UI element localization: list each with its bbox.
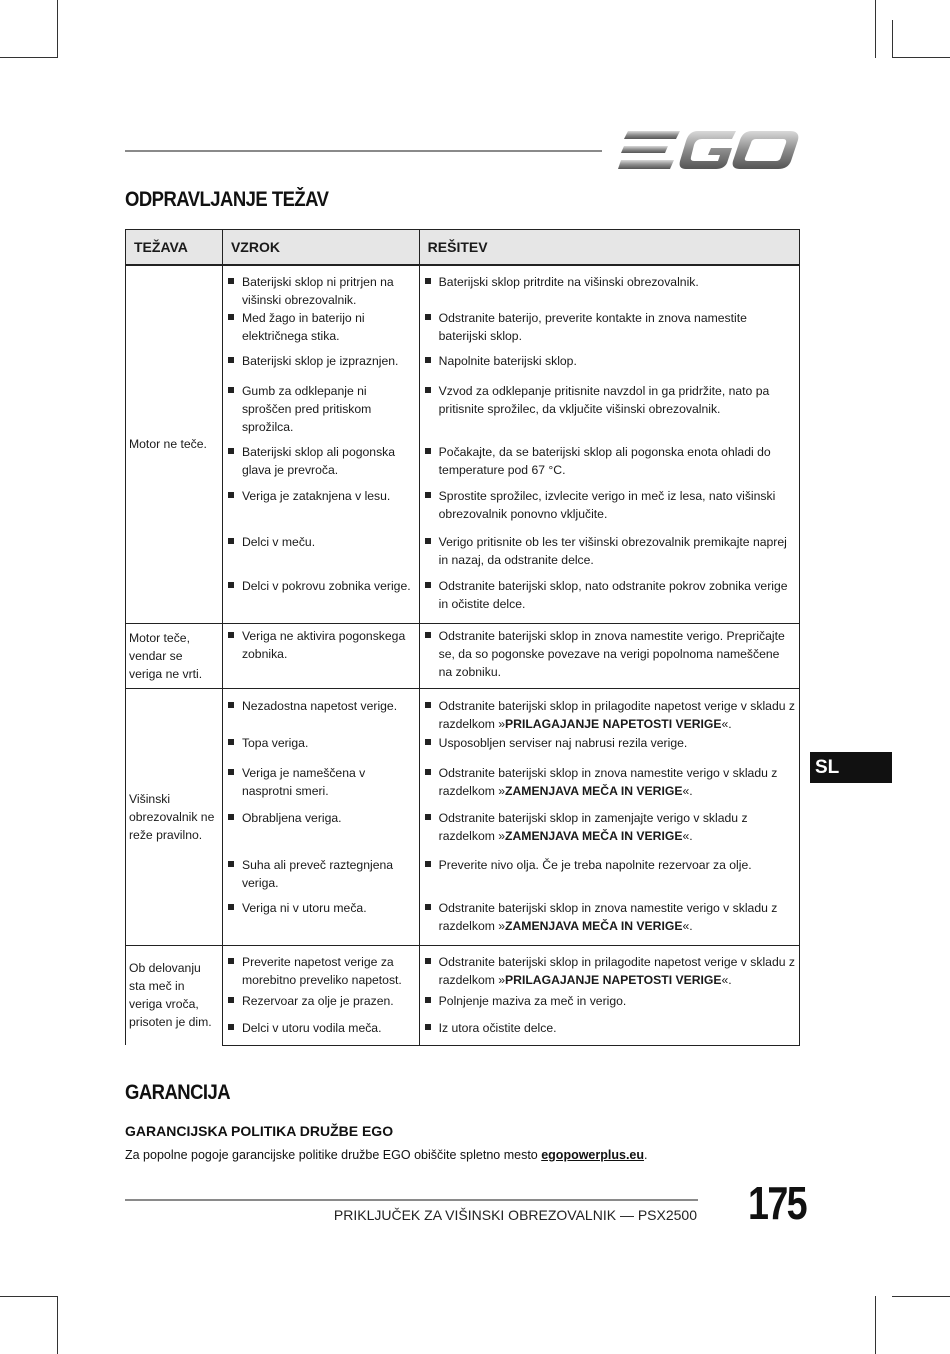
section-title-warranty: GARANCIJA <box>125 1081 231 1104</box>
table-row <box>126 309 800 352</box>
solution-text: Vzvod za odklepanje pritisnite navzdol in ga pridržite, nato pa pritisnite sprožilec, da vključite višinski obrezovalnik. <box>420 382 799 418</box>
language-tab: SL <box>810 752 892 783</box>
cause-text: Suha ali preveč raztegnjena veriga. <box>223 856 419 892</box>
crop-mark <box>57 0 58 58</box>
table-row <box>126 992 800 1019</box>
table-row <box>126 382 800 443</box>
solution-text: Odstranite baterijski sklop in znova namestite verigo v skladu z razdelkom »ZAMENJAVA MEČA IN VERIGE«. <box>420 899 799 935</box>
solution-text: Polnjenje maziva za meč in verigo. <box>420 992 799 1010</box>
troubleshooting-table <box>125 229 800 1046</box>
cause-text: Delci v utoru vodila meča. <box>223 1019 419 1037</box>
problem-cell: Višinski obrezovalnik ne reže pravilno. <box>126 688 223 945</box>
problem-cell: Motor teče, vendar se veriga ne vrti. <box>126 623 223 688</box>
solution-text: Napolnite baterijski sklop. <box>420 352 799 370</box>
header-cause: VZROK <box>222 230 419 266</box>
table-row <box>126 487 800 533</box>
footer-rule <box>125 1199 698 1201</box>
table-row <box>126 764 800 809</box>
cause-text: Rezervoar za olje je prazen. <box>223 992 419 1010</box>
crop-mark <box>0 1296 58 1297</box>
table-row <box>126 533 800 577</box>
table-row <box>126 899 800 945</box>
solution-text: Odstranite baterijski sklop in znova namestite verigo v skladu z razdelkom »ZAMENJAVA MEČA IN VERIGE«. <box>420 764 799 800</box>
solution-text: Odstranite baterijski sklop in zamenjajte verigo v skladu z razdelkom »ZAMENJAVA MEČA IN VERIGE«. <box>420 809 799 845</box>
cause-text: Delci v meču. <box>223 533 419 551</box>
solution-text: Odstranite baterijski sklop in prilagodite napetost verige v skladu z razdelkom »PRILAGAJANJE NAPETOSTI VERIGE«. <box>420 953 799 989</box>
footer-text: PRIKLJUČEK ZA VIŠINSKI OBREZOVALNIK — PSX2500 <box>333 1207 697 1223</box>
header-rule <box>125 150 602 152</box>
header-problem: TEŽAVA <box>126 230 223 266</box>
crop-mark <box>57 1296 58 1354</box>
cause-text: Baterijski sklop je izpraznjen. <box>223 352 419 370</box>
cause-text: Baterijski sklop ni pritrjen na višinski obrezovalnik. <box>223 273 419 309</box>
cause-text: Med žago in baterijo ni električnega stika. <box>223 309 419 345</box>
table-row <box>126 352 800 382</box>
crop-mark <box>0 57 58 58</box>
table-row <box>126 809 800 856</box>
cause-text: Delci v pokrovu zobnika verige. <box>223 577 419 595</box>
table-row <box>126 623 800 688</box>
crop-mark <box>892 57 950 58</box>
table-header-row <box>126 230 800 266</box>
solution-text: Odstranite baterijski sklop in znova namestite verigo. Prepričajte se, da so pogonske povezave na verigi popolnoma nameščene na zobniku. <box>420 627 799 681</box>
problem-cell: Motor ne teče. <box>126 265 223 623</box>
table-row <box>126 734 800 764</box>
warranty-text: Za popolne pogoje garancijske politike družbe EGO obiščite spletno mesto egopowerplus.eu. <box>125 1148 648 1162</box>
cause-text: Obrabljena veriga. <box>223 809 419 827</box>
table-row <box>126 265 800 309</box>
warranty-subtitle: GARANCIJSKA POLITIKA DRUŽBE EGO <box>125 1123 394 1139</box>
solution-text: Sprostite sprožilec, izvlecite verigo in meč iz lesa, nato višinski obrezovalnik ponovno vključite. <box>420 487 799 523</box>
table-row <box>126 945 800 992</box>
table-row <box>126 577 800 623</box>
solution-text: Preverite nivo olja. Če je treba napolnite rezervoar za olje. <box>420 856 799 874</box>
cause-text: Gumb za odklepanje ni sproščen pred pritiskom sprožilca. <box>223 382 419 436</box>
cause-text: Veriga je zataknjena v lesu. <box>223 487 419 505</box>
solution-text: Verigo pritisnite ob les ter višinski obrezovalnik premikajte naprej in nazaj, da odstranite delce. <box>420 533 799 569</box>
crop-mark <box>892 1296 950 1297</box>
crop-mark <box>875 0 876 58</box>
cause-text: Topa veriga. <box>223 734 419 752</box>
table-row <box>126 1019 800 1045</box>
table-row <box>126 443 800 487</box>
cause-text: Nezadostna napetost verige. <box>223 697 419 715</box>
solution-text: Baterijski sklop pritrdite na višinski obrezovalnik. <box>420 273 799 291</box>
crop-mark <box>875 1296 876 1354</box>
cause-text: Veriga ne aktivira pogonskega zobnika. <box>223 627 419 663</box>
solution-text: Iz utora očistite delce. <box>420 1019 799 1037</box>
table-row <box>126 856 800 899</box>
problem-cell: Ob delovanju sta meč in veriga vroča, prisoten je dim. <box>126 945 223 1045</box>
crop-mark <box>892 20 893 58</box>
ego-logo <box>618 128 800 172</box>
table-row <box>126 688 800 734</box>
solution-text: Odstranite baterijski sklop, nato odstranite pokrov zobnika verige in očistite delce. <box>420 577 799 613</box>
section-title-troubleshooting: ODPRAVLJANJE TEŽAV <box>125 188 329 211</box>
solution-text: Počakajte, da se baterijski sklop ali pogonska enota ohladi do temperature pod 67 °C. <box>420 443 799 479</box>
cause-text: Preverite napetost verige za morebitno preveliko napetost. <box>223 953 419 989</box>
solution-text: Odstranite baterijo, preverite kontakte in znova namestite baterijski sklop. <box>420 309 799 345</box>
cause-text: Veriga je nameščena v nasprotni smeri. <box>223 764 419 800</box>
cause-text: Baterijski sklop ali pogonska glava je prevroča. <box>223 443 419 479</box>
warranty-link[interactable]: egopowerplus.eu <box>541 1148 645 1162</box>
solution-text: Odstranite baterijski sklop in prilagodite napetost verige v skladu z razdelkom »PRILAGAJANJE NAPETOSTI VERIGE«. <box>420 697 799 733</box>
page-number: 175 <box>748 1177 807 1229</box>
cause-text: Veriga ni v utoru meča. <box>223 899 419 917</box>
solution-text: Usposobljen serviser naj nabrusi rezila verige. <box>420 734 799 752</box>
header-solution: REŠITEV <box>419 230 799 266</box>
